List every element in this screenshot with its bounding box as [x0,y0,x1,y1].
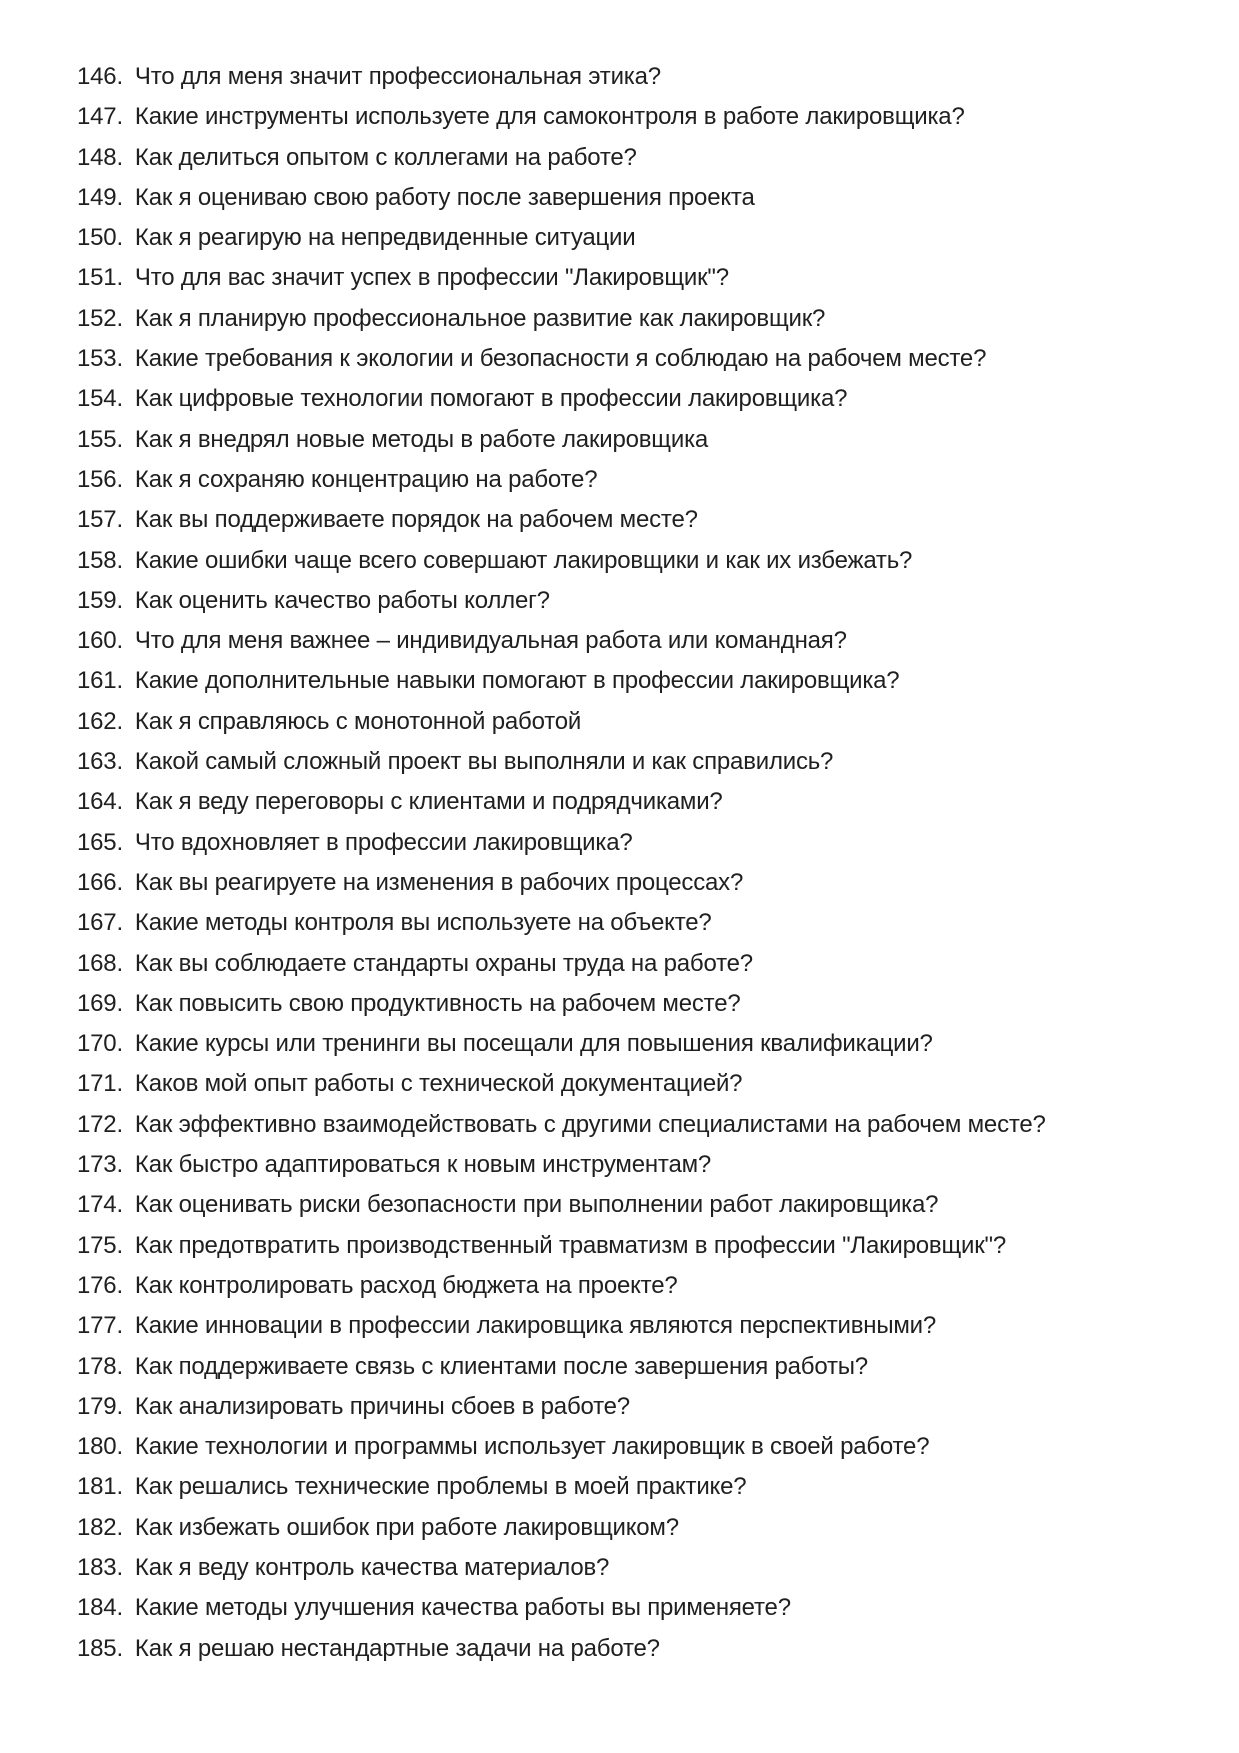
item-text: Какие технологии и программы использует лакировщик в своей работе? [134,1433,930,1461]
list-item [77,541,1209,581]
item-number: 160. [77,627,123,655]
list-item [77,339,1209,379]
list-item [77,1024,1209,1064]
list-item [77,1629,1209,1669]
list-item [77,903,1209,943]
item-text: Что вдохновляет в профессии лакировщика? [134,828,633,856]
item-number: 161. [77,667,123,695]
item-number: 167. [77,909,123,937]
item-number: 166. [77,868,123,896]
item-text: Какие инструменты используете для самоконтроля в работе лакировщика? [134,103,965,131]
list-item [77,299,1209,339]
item-number: 184. [77,1594,123,1622]
item-number: 185. [77,1634,123,1662]
list-item [77,218,1209,258]
item-number: 181. [77,1473,123,1501]
list-item [77,1387,1209,1427]
list-item [77,702,1209,742]
item-text: Как оценивать риски безопасности при выполнении работ лакировщика? [134,1191,939,1219]
item-text: Какие методы улучшения качества работы вы применяете? [134,1594,791,1622]
item-text: Какой самый сложный проект вы выполняли и как справились? [134,748,834,776]
list-item [77,1105,1209,1145]
item-number: 183. [77,1553,123,1581]
item-text: Как я внедрял новые методы в работе лакировщика [134,425,709,453]
item-number: 156. [77,465,123,493]
item-text: Как я решаю нестандартные задачи на работе? [134,1634,660,1662]
item-text: Как решались технические проблемы в моей практике? [134,1473,747,1501]
item-text: Как вы реагируете на изменения в рабочих процессах? [134,868,744,896]
list-item [77,379,1209,419]
list-item [77,1588,1209,1628]
item-number: 171. [77,1070,123,1098]
list-item [77,57,1209,97]
item-number: 182. [77,1513,123,1541]
item-number: 154. [77,385,123,413]
item-number: 173. [77,1151,123,1179]
item-number: 179. [77,1392,123,1420]
item-number: 177. [77,1312,123,1340]
list-item [77,661,1209,701]
item-number: 165. [77,828,123,856]
item-text: Как вы соблюдаете стандарты охраны труда на работе? [134,949,753,977]
item-text: Как контролировать расход бюджета на проекте? [134,1271,678,1299]
item-text: Как я веду переговоры с клиентами и подрядчиками? [134,788,723,816]
item-number: 162. [77,707,123,735]
item-text: Какие требования к экологии и безопасности я соблюдаю на рабочем месте? [134,345,987,373]
list-item [77,944,1209,984]
list-item [77,823,1209,863]
item-number: 163. [77,748,123,776]
item-text: Какие инновации в профессии лакировщика являются перспективными? [134,1312,937,1340]
list-item [77,984,1209,1024]
item-number: 155. [77,425,123,453]
list-item [77,500,1209,540]
item-number: 146. [77,63,123,90]
item-number: 176. [77,1271,123,1299]
item-number: 152. [77,304,123,332]
list-item [77,742,1209,782]
item-text: Как я планирую профессиональное развитие как лакировщик? [134,304,826,332]
list-item [77,1064,1209,1104]
list-item [77,621,1209,661]
item-text: Какие ошибки чаще всего совершают лакировщики и как их избежать? [134,546,913,574]
list-item [77,1145,1209,1185]
item-number: 150. [77,224,123,252]
list-item [77,1347,1209,1387]
list-item [77,258,1209,298]
list-item [77,863,1209,903]
item-text: Какие дополнительные навыки помогают в профессии лакировщика? [134,667,900,695]
item-text: Как цифровые технологии помогают в профессии лакировщика? [134,385,848,413]
item-text: Каков мой опыт работы с технической документацией? [134,1070,743,1098]
item-text: Что для вас значит успех в профессии "Лакировщик"? [134,264,729,292]
item-number: 178. [77,1352,123,1380]
item-number: 158. [77,546,123,574]
item-number: 180. [77,1433,123,1461]
item-text: Что для меня значит профессиональная этика? [134,63,661,90]
item-text: Как я справляюсь с монотонной работой [134,707,582,735]
item-number: 147. [77,103,123,131]
item-number: 175. [77,1231,123,1259]
list-item [77,1226,1209,1266]
item-number: 159. [77,586,123,614]
item-number: 153. [77,345,123,373]
item-text: Как повысить свою продуктивность на рабочем месте? [134,989,741,1017]
list-item [77,1508,1209,1548]
list-item [77,782,1209,822]
item-text: Как делиться опытом с коллегами на работе? [134,143,637,171]
item-text: Как оценить качество работы коллег? [134,586,550,614]
list-item [77,420,1209,460]
list-item [77,1306,1209,1346]
item-text: Как избежать ошибок при работе лакировщиком? [134,1513,679,1541]
item-number: 164. [77,788,123,816]
item-number: 151. [77,264,123,292]
item-text: Как я сохраняю концентрацию на работе? [134,465,598,493]
item-text: Как вы поддерживаете порядок на рабочем месте? [134,506,698,534]
list-item [77,1427,1209,1467]
item-text: Какие курсы или тренинги вы посещали для повышения квалификации? [134,1030,933,1058]
item-text: Как эффективно взаимодействовать с другими специалистами на рабочем месте? [134,1110,1046,1138]
list-item [77,178,1209,218]
list-item [77,138,1209,178]
list-item [77,1548,1209,1588]
list-item [77,97,1209,137]
item-number: 170. [77,1030,123,1058]
item-number: 169. [77,989,123,1017]
item-number: 174. [77,1191,123,1219]
item-text: Как быстро адаптироваться к новым инструментам? [134,1151,712,1179]
item-text: Как предотвратить производственный травматизм в профессии "Лакировщик"? [134,1231,1006,1259]
item-text: Что для меня важнее – индивидуальная работа или командная? [134,627,847,655]
item-number: 148. [77,143,123,171]
question-list [77,57,1209,1669]
list-item [77,460,1209,500]
item-text: Какие методы контроля вы используете на объекте? [134,909,712,937]
list-item [77,1467,1209,1507]
item-number: 168. [77,949,123,977]
item-text: Как анализировать причины сбоев в работе? [134,1392,630,1420]
item-number: 172. [77,1110,123,1138]
item-number: 149. [77,183,123,211]
item-text: Как я реагирую на непредвиденные ситуации [134,224,636,252]
list-item [77,581,1209,621]
list-item [77,1266,1209,1306]
item-number: 157. [77,506,123,534]
item-text: Как поддерживаете связь с клиентами после завершения работы? [134,1352,868,1380]
item-text: Как я веду контроль качества материалов? [134,1553,610,1581]
list-item [77,1185,1209,1225]
item-text: Как я оцениваю свою работу после завершения проекта [134,183,755,211]
